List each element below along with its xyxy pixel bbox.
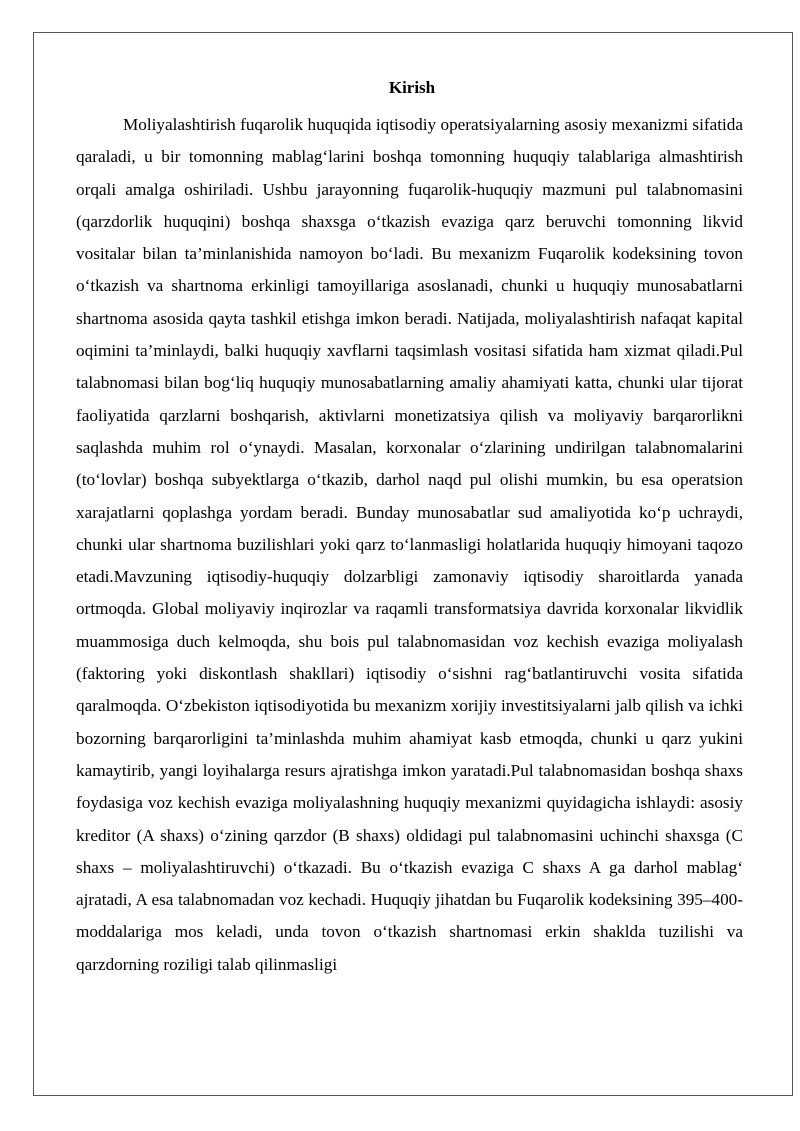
body-paragraph: Moliyalashtirish fuqarolik huquqida iqtisodiy operatsiyalarning asosiy mexanizmi sifatida qaraladi, u bir tomonning mablag‘larini boshqa tomonning huquqiy talablariga almashtirish orqali amalga oshiriladi. Ushbu jarayonning fuqarolik-huquqiy mazmuni pul talabnomasini (qarzdorlik huquqini) boshqa shaxsga o‘tkazish evaziga qarz beruvchi tomonning likvid vositalar bilan ta’minlanishida namoyon bo‘ladi. Bu mexanizm Fuqarolik kodeksining tovon o‘tkazish va shartnoma erkinligi tamoyillariga asoslanadi, chunki u huquqiy munosabatlarni shartnoma asosida qayta tashkil etishga imkon beradi. Natijada, moliyalashtirish nafaqat kapital oqimini ta’minlaydi, balki huquqiy xavflarni taqsimlash vositasi sifatida ham xizmat qiladi.Pul talabnomasi bilan bog‘liq huquqiy munosabatlarning amaliy ahamiyati katta, chunki ular tijorat faoliyatida qarzlarni boshqarish, aktivlarni monetizatsiya qilish va moliyaviy barqarorlikni saqlashda muhim rol o‘ynaydi. Masalan, korxonalar o‘zlarining undirilgan talabnomalarini (to‘lovlar) boshqa subyektlarga o‘tkazib, darhol naqd pul olishi mumkin, bu esa operatsion xarajatlarni qoplashga yordam beradi. Bunday munosabatlar sud amaliyotida ko‘p uchraydi, chunki ular shartnoma buzilishlari yoki qarz to‘lanmasligi holatlarida huquqiy himoyani taqozo etadi.Mavzuning iqtisodiy-huquqiy dolzarbligi zamonaviy iqtisodiy sharoitlarda yanada ortmoqda. Global moliyaviy inqirozlar va raqamli transformatsiya davrida korxonalar likvidlik muammosiga duch kelmoqda, shu bois pul talabnomasidan voz kechish evaziga moliyalash (faktoring yoki diskontlash shakllari) iqtisodiy o‘sishni rag‘batlantiruvchi vosita sifatida qaralmoqda. O‘zbekiston iqtisodiyotida bu mexanizm xorijiy investitsiyalarni jalb qilish va ichki bozorning barqarorligini ta’minlashda muhim ahamiyat kasb etmoqda, chunki u qarz yukini kamaytirib, yangi loyihalarga resurs ajratishga imkon yaratadi.Pul talabnomasidan boshqa shaxs foydasiga voz kechish evaziga moliyalashning huquqiy mexanizmi quyidagicha ishlaydi: asosiy kreditor (A shaxs) o‘zining qarzdor (B shaxs) oldidagi pul talabnomasini uchinchi shaxsga (C shaxs – moliyalashtiruvchi) o‘tkazadi. Bu o‘tkazish evaziga C shaxs A ga darhol mablag‘ ajratadi, A esa talabnomadan voz kechadi. Huquqiy jihatdan bu Fuqarolik kodeksining 395–400-moddalariga mos keladi, unda tovon o‘tkazish shartnomasi erkin shaklda tuzilishi va qarzdorning roziligi talab qilinmasligi — [76, 115, 743, 974]
document-title: Kirish — [388, 78, 436, 97]
document-page — [33, 32, 793, 1096]
